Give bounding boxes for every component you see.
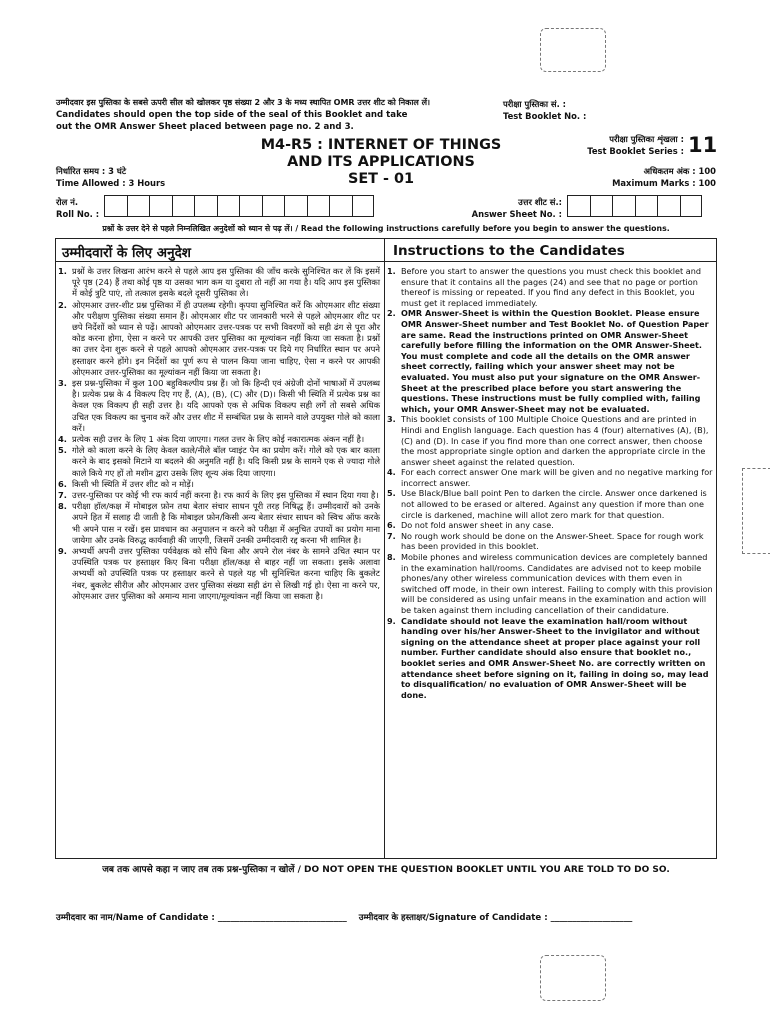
roll-box[interactable] — [262, 195, 285, 217]
item-number: 7. — [387, 530, 396, 541]
english-instruction-item — [387, 414, 713, 467]
item-text: किसी भी स्थिति में उत्तर शीट को न मोड़ें। — [72, 478, 194, 489]
roll-box[interactable] — [284, 195, 307, 217]
answer-sheet-box[interactable] — [612, 195, 635, 217]
do-not-open-notice: जब तक आपसे कहा न जाए तब तक प्रश्न-पुस्तिका न खोलें / DO NOT OPEN THE QUESTION BOOKLET UNTIL YOU ARE TOLD TO DO SO. — [102, 865, 670, 875]
item-number: 6. — [58, 478, 67, 489]
item-number: 4. — [387, 467, 396, 478]
title-line-1: M4-R5 : INTERNET OF THINGS — [260, 137, 502, 153]
answer-sheet-box[interactable] — [680, 195, 703, 217]
series-label — [560, 133, 684, 157]
item-text: उत्तर-पुस्तिका पर कोई भी रफ कार्य नहीं करना है। रफ कार्य के लिए इस पुस्तिका में स्थान दिया गया है। — [72, 490, 379, 501]
hindi-instruction-item — [58, 378, 380, 434]
roll-box[interactable] — [352, 195, 375, 217]
roll-box[interactable] — [239, 195, 262, 217]
item-number: 9. — [387, 615, 396, 626]
item-text: इस प्रश्न-पुस्तिका में कुल 100 बहुविकल्पीय प्रश्न हैं। जो कि हिन्दी एवं अंग्रेजी दोनों भाषाओं में उपलब्ध है। प्रत्येक प्रश्न के 4 विकल्प दिए गए हैं, (A), (B), (C) और (D)। किसी भी स्थिति में प्रत्येक प्रश्न का केवल एक विकल्प ही सही उत्तर है। यदि आपको एक से अधिक विकल्प सही लगें तो सबसे अधिक उचित एक विकल्प का चुनाव करें और उत्तर शीट में सम्बंधित प्रश्न के सामने वाले उपयुक्त गोले को काला करें। — [72, 378, 380, 433]
booklet-no-en: Test Booklet No. : — [503, 111, 587, 121]
roll-box[interactable] — [194, 195, 217, 217]
hindi-instructions — [58, 266, 380, 602]
hindi-instruction-list — [58, 266, 380, 602]
time-allowed — [56, 165, 165, 189]
seal-instruction-en-1: Candidates should open the top side of the seal of this Booklet and take — [56, 110, 408, 120]
roll-no-boxes[interactable] — [104, 195, 374, 217]
marks-hi: अधिकतम अंक : 100 — [643, 166, 716, 176]
hindi-instruction-item — [58, 434, 380, 445]
roll-box[interactable] — [149, 195, 172, 217]
item-text: अभ्यर्थी अपनी उत्तर पुस्तिका पर्यवेक्षक को सौंपे बिना और अपने रोल नंबर के सामने उचित स्थान पर उपस्थिति पत्रक पर हस्ताक्षर किए बिना परीक्षा हॉल/कक्ष से बाहर नहीं जा सकता। इसके अलावा अभ्यर्थी को उपस्थिति पत्रक पर हस्ताक्षर करने से पहले यह भी सुनिश्चित करना चाहिए कि बुकलेट नंबर, बुकलेट सीरीज और ओएमआर उत्तर पुस्तिका संख्या सही ढंग से लिखी गई हो। ऐसा ना करने पर, ओएमआर उत्तर पुस्तिका को अमान्य माना जाएगा/मूल्यांकन नहीं किया जा सकता है। — [72, 546, 380, 601]
item-number: 8. — [387, 552, 396, 563]
marks-en: Maximum Marks : 100 — [612, 178, 716, 188]
item-number: 8. — [58, 501, 67, 512]
paper-title — [226, 137, 536, 188]
english-instruction-item — [387, 616, 713, 701]
item-number: 4. — [58, 434, 67, 445]
candidate-line — [56, 911, 716, 923]
english-instruction-item — [387, 308, 713, 414]
item-text: प्रत्येक सही उत्तर के लिए 1 अंक दिया जाएगा। गलत उत्तर के लिए कोई नकारात्मक अंकन नहीं है। — [72, 434, 365, 445]
column-divider — [384, 238, 385, 859]
item-number: 1. — [58, 266, 67, 276]
seal-mark-bottom — [540, 955, 606, 1001]
answer-sheet-en: Answer Sheet No. : — [471, 209, 562, 219]
english-instruction-item — [387, 531, 713, 552]
item-number: 5. — [58, 445, 67, 456]
side-mark — [742, 468, 770, 554]
title-line-2: AND ITS APPLICATIONS — [287, 154, 475, 170]
item-number: 2. — [58, 299, 67, 310]
english-heading: Instructions to the Candidates — [393, 243, 625, 259]
hindi-instruction-item — [58, 501, 380, 546]
english-instruction-list — [387, 266, 713, 700]
english-instruction-item — [387, 266, 713, 308]
item-number: 2. — [387, 308, 396, 319]
time-en: Time Allowed : 3 Hours — [56, 178, 166, 188]
roll-box[interactable] — [127, 195, 150, 217]
booklet-no-label — [503, 98, 586, 122]
item-text: Mobile phones and wireless communication devices are completely banned in the examination hall/rooms. Candidates are advised not to keep mobile phones/any other wireless communication devices with them even in switched off mode, in their own interest. Failing to comply with this provision will be considered as using unfair means in the examination and action will be taken against them including cancellation of their candidature. — [401, 552, 713, 615]
item-text: This booklet consists of 100 Multiple Choice Questions and are printed in Hindi and English language. Each question has 4 (four) alternatives (A), (B), (C) and (D). In case if you find more than one correct answer, then choose the most appropriate single option and darken the appropriate circle in the answer sheet against the related question. — [401, 414, 709, 467]
series-label-en: Test Booklet Series : — [587, 146, 684, 156]
item-text: Use Black/Blue ball point Pen to darken the circle. Answer once darkened is not allowed to be erased or altered. Against any question if more than one circle is darkened, machine will allot zero mark for that question. — [401, 488, 707, 520]
answer-sheet-label — [440, 196, 562, 220]
item-text: प्रश्नों के उत्तर लिखना आरंभ करने से पहले आप इस पुस्तिका की जाँच करके सुनिश्चित कर लें कि इसमें पूरे पृष्ठ (24) हैं तथा कोई पृष्ठ या उसका भाग कम या दुबारा तो नहीं आ गया है। यदि आप इस पुस्तिका में कोई त्रुटि पाएं, तो तत्काल इसके बदले दूसरी पुस्तिका ले। — [72, 266, 380, 299]
item-number: 5. — [387, 488, 396, 499]
answer-sheet-box[interactable] — [590, 195, 613, 217]
hindi-instruction-item — [58, 546, 380, 602]
english-instruction-item — [387, 520, 713, 531]
english-instruction-item — [387, 467, 713, 488]
time-hi: निर्धारित समय : 3 घंटे — [56, 166, 127, 176]
item-text: For each correct answer One mark will be given and no negative marking for incorrect answer. — [401, 467, 713, 488]
answer-sheet-boxes[interactable] — [567, 195, 702, 217]
hindi-instruction-item — [58, 445, 380, 479]
roll-box[interactable] — [172, 195, 195, 217]
roll-box[interactable] — [104, 195, 127, 217]
english-instruction-item — [387, 552, 713, 616]
hindi-instruction-item — [58, 490, 380, 501]
answer-sheet-hi: उत्तर शीट सं.: — [518, 197, 562, 207]
roll-box[interactable] — [329, 195, 352, 217]
answer-sheet-box[interactable] — [657, 195, 680, 217]
hindi-instruction-item — [58, 479, 380, 490]
answer-sheet-box[interactable] — [567, 195, 590, 217]
candidate-name-field[interactable]: उम्मीदवार का नाम/Name of Candidate : ______________________________ — [56, 913, 347, 923]
roll-en: Roll No. : — [56, 209, 100, 219]
item-number: 1. — [387, 266, 396, 276]
item-text: No rough work should be done on the Answer-Sheet. Space for rough work has been provided in this booklet. — [401, 530, 704, 552]
hindi-instruction-item — [58, 300, 380, 378]
series-value: 11 — [688, 133, 718, 157]
item-number: 6. — [387, 520, 396, 531]
seal-mark-top — [540, 28, 606, 72]
item-text: Candidate should not leave the examination hall/room without handing over his/her Answer-Sheet to the invigilator and without signing on the attendance sheet at proper place against your roll number. Further candidate should also ensure that booklet no., booklet series and OMR Answer-Sheet No. are correctly written on attendance sheet before signing on it, failing in doing so, may lead to disqualification/ no evaluation of OMR Answer-Sheet will be done. — [401, 615, 709, 700]
item-text: ओएमआर उत्तर-शीट प्रश्न पुस्तिका में ही उपलब्ध रहेगी। कृपया सुनिश्चित करें कि ओएमआर शीट संख्या और परीक्षण पुस्तिका संख्या समान हैं। ओएमआर शीट पर जानकारी भरने से पहले ओएमआर शीट पर छपे निर्देशों को ध्यान से पढ़ें। आपको ओएमआर उत्तर-पत्रक पर सभी विवरणों को सही ढंग से पूरा और कोड करना होगा, ऐसा न करने पर आपकी उत्तर पुस्तिका का मूल्यांकन नहीं किया जा सकता है। प्रश्नों का उत्तर देना शुरू करने से पहले आपको ओएमआर उत्तर-पत्रक पर दिये गए निर्धारित स्थान पर अपने हस्ताक्षर करने होंगे। इन निर्देशों का पूर्ण रूप से पालन किया जाना चाहिए, ऐसा न करने पर आपकी ओएमआर उत्तर-पुस्तिका का मूल्यांकन नहीं किया जा सकता है। — [72, 299, 380, 377]
english-instructions — [387, 266, 713, 700]
roll-box[interactable] — [307, 195, 330, 217]
hindi-instruction-item — [58, 266, 380, 300]
item-text: परीक्षा हॉल/कक्ष में मोबाइल फ़ोन तथा बेतार संचार साधन पूरी तरह निषिद्ध हैं। उम्मीदवारों को उनके अपने हित में सलाह दी जाती है कि मोबाइल फ़ोन/किसी अन्य बेतार संचार साधन को स्विच ऑफ करके भी अपने पास न रखें। इस प्रावधान का अनुपालन न करने को परीक्षा में अनुचित उपायों का प्रयोग माना जायेगा और उनके विरुद्ध कार्यवाही की जाएगी, जिसमें उनकी उम्मीदवारी रद्द करना भी शामिल है। — [72, 501, 380, 545]
roll-box[interactable] — [217, 195, 240, 217]
hindi-heading: उम्मीदवारों के लिए अनुदेश — [62, 245, 191, 261]
answer-sheet-box[interactable] — [635, 195, 658, 217]
item-text: OMR Answer-Sheet is within the Question Booklet. Please ensure OMR Answer-Sheet number and Test Booklet No. of Question Paper are same. Read the instructions printed on OMR Answer-Sheet carefully before filling the information on the OMR Answer-Sheet. You must complete and code all the details on the OMR answer sheet correctly, failing which your answer sheet may not be evaluated. You must also put your signature on the OMR Answer-Sheet at the prescribed place before you start answering the questions. These instructions must be fully complied with, failing which, your OMR Answer-Sheet may not be evaluated. — [401, 308, 709, 414]
candidate-signature-field[interactable]: उम्मीदवार के हस्ताक्षर/Signature of Candidate : ___________________ — [358, 913, 633, 923]
item-text: Before you start to answer the questions you must check this booklet and ensure that it contains all the pages (24) and see that no page or portion thereof is missing or repeated. If you find any defect in this Booklet, you must get it replaced immediately. — [401, 266, 701, 308]
roll-hi: रोल नं. — [56, 197, 79, 207]
seal-instruction-en-2: out the OMR Answer Sheet placed between page no. 2 and 3. — [56, 122, 354, 132]
seal-instruction — [56, 97, 486, 133]
item-number: 3. — [387, 414, 396, 425]
read-instructions-line: प्रश्नों के उत्तर देने से पहले निम्नलिखित अनुदेशों को ध्यान से पढ़ लें। / Read the following instructions carefully before you begin to answer the questions. — [102, 224, 670, 233]
seal-instruction-hi: उम्मीदवार इस पुस्तिका के सबसे ऊपरी सील को खोलकर पृष्ठ संख्या 2 और 3 के मध्य स्थापित OMR उत्तर शीट को निकाल लें। — [56, 98, 431, 107]
item-number: 7. — [58, 490, 67, 501]
roll-no-label — [56, 196, 99, 220]
item-text: Do not fold answer sheet in any case. — [401, 520, 554, 531]
english-instruction-item — [387, 488, 713, 520]
booklet-no-hi: परीक्षा पुस्तिका सं. : — [503, 99, 567, 109]
series-label-hi: परीक्षा पुस्तिका शृंखला : — [609, 134, 684, 144]
item-number: 3. — [58, 378, 67, 389]
item-text: गोले को काला करने के लिए केवल काले/नीले बॉल प्वाइंट पेन का प्रयोग करें। गोले को एक बार काला करने के बाद इसको मिटाने या बदलने की अनुमति नहीं है। यदि किसी प्रश्न के सामने एक से ज्यादा गोले काले किये गए हों तो मशीन द्वारा उसके लिए शून्य अंक दिया जाएगा। — [72, 445, 380, 478]
title-line-3: SET - 01 — [347, 171, 415, 187]
item-number: 9. — [58, 546, 67, 557]
max-marks — [560, 165, 716, 189]
